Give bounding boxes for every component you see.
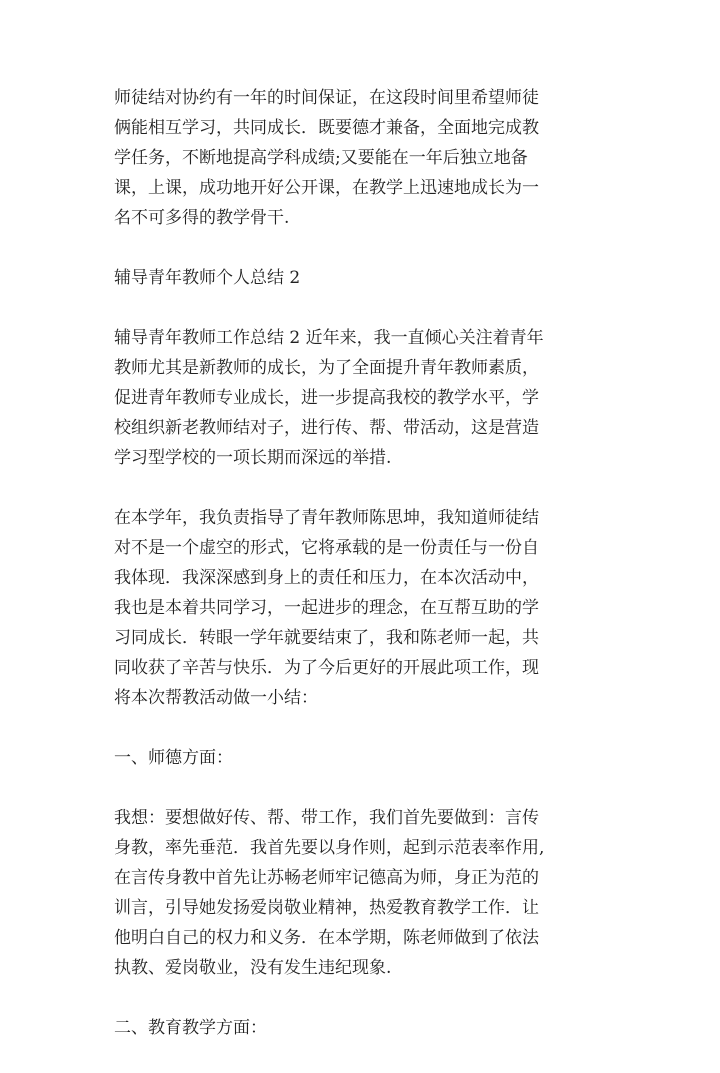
subsection-heading-ethics: 一、师德方面： bbox=[114, 748, 233, 768]
text-line: 学任务，不断地提高学科成绩;又要能在一年后独立地备 bbox=[114, 148, 528, 168]
text-line: 习同成长．转眼一学年就要结束了，我和陈老师一起，共 bbox=[114, 628, 539, 648]
text-line: 将本次帮教活动做一小结： bbox=[114, 688, 318, 708]
text-line: 促进青年教师专业成长，进一步提高我校的教学水平，学 bbox=[114, 388, 539, 408]
document-page bbox=[114, 83, 610, 1073]
text-line: 对不是一个虚空的形式，它将承载的是一份责任与一份自 bbox=[114, 538, 539, 558]
text-line: 我也是本着共同学习，一起进步的理念，在互帮互助的学 bbox=[114, 598, 539, 618]
text-line: 俩能相互学习，共同成长．既要德才兼备，全面地完成教 bbox=[114, 118, 539, 138]
text-line: 师徒结对协约有一年的时间保证，在这段时间里希望师徒 bbox=[114, 88, 539, 108]
text-line: 教师尤其是新教师的成长，为了全面提升青年教师素质， bbox=[114, 358, 539, 378]
text-line: 训言，引导她发扬爱岗敬业精神，热爱教育教学工作．让 bbox=[114, 898, 539, 918]
text-line: 课，上课，成功地开好公开课，在教学上迅速地成长为一 bbox=[114, 178, 539, 198]
paragraph-ethics bbox=[114, 803, 610, 983]
text-line: 在言传身教中首先让苏畅老师牢记德高为师，身正为范的 bbox=[114, 868, 539, 888]
paragraph-intro bbox=[114, 83, 610, 233]
text-line: 学习型学校的一项长期而深远的举措. bbox=[114, 448, 392, 468]
text-line: 执教、爱岗敬业，没有发生违纪现象. bbox=[114, 958, 392, 978]
text-line: 在本学年，我负责指导了青年教师陈思坤，我知道师徒结 bbox=[114, 508, 539, 528]
subsection-heading-teaching: 二、教育教学方面： bbox=[114, 1018, 267, 1038]
text-line: 辅导青年教师工作总结 2 近年来，我一直倾心关注着青年 bbox=[114, 328, 544, 348]
text-line: 我体现．我深深感到身上的责任和压力，在本次活动中， bbox=[114, 568, 539, 588]
text-line: 校组织新老教师结对子，进行传、帮、带活动，这是营造 bbox=[114, 418, 539, 438]
text-line: 我想：要想做好传、帮、带工作，我们首先要做到：言传 bbox=[114, 808, 539, 828]
text-line: 他明白自己的权力和义务．在本学期，陈老师做到了依法 bbox=[114, 928, 539, 948]
section-title: 辅导青年教师个人总结 2 bbox=[114, 268, 301, 288]
paragraph-summary-intro bbox=[114, 323, 610, 473]
text-line: 同收获了辛苦与快乐．为了今后更好的开展此项工作，现 bbox=[114, 658, 539, 678]
text-line: 身教，率先垂范．我首先要以身作则，起到示范表率作用, bbox=[114, 838, 545, 858]
text-line: 名不可多得的教学骨干. bbox=[114, 208, 290, 228]
paragraph-mentoring bbox=[114, 503, 610, 713]
